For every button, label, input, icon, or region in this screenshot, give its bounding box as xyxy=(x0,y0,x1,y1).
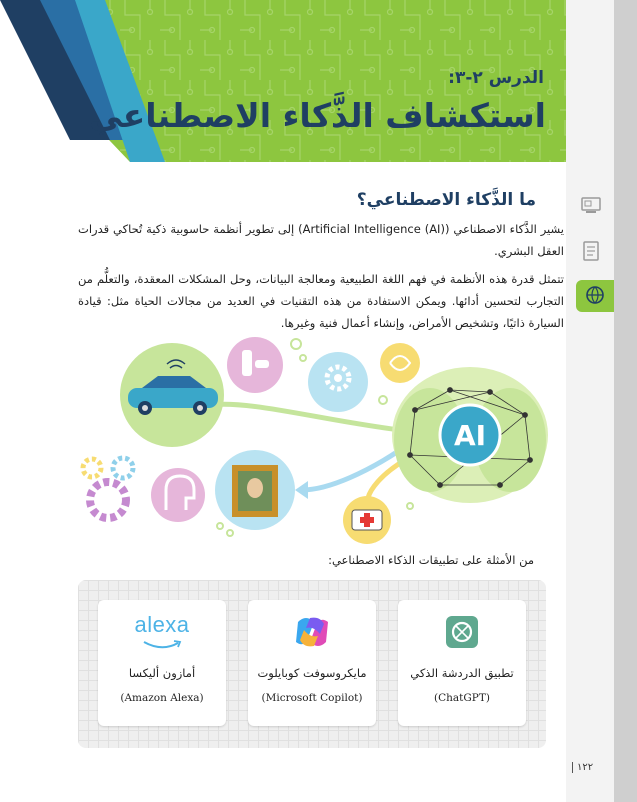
gear-icon xyxy=(90,482,126,518)
monitor-icon[interactable] xyxy=(580,195,602,217)
copilot-logo-icon xyxy=(248,612,376,652)
app-english-name: (Microsoft Copilot) xyxy=(261,692,363,704)
chatgpt-logo-icon xyxy=(398,612,526,652)
lesson-number: الدرس ٢-٣: xyxy=(448,68,544,88)
examples-panel xyxy=(78,580,546,748)
chatgpt-card xyxy=(398,600,526,726)
page-number: ١٢٢ xyxy=(572,762,593,773)
page-edge xyxy=(614,0,637,802)
app-name: أمازون أليكسا xyxy=(128,666,196,680)
section-heading: ما الذَّكاء الاصطناعي؟ xyxy=(356,190,536,210)
ai-applications-illustration xyxy=(70,330,560,545)
examples-intro: من الأمثلة على تطبيقات الذكاء الاصطناعي: xyxy=(328,553,534,567)
side-navigation xyxy=(566,0,614,802)
lesson-title: استكشاف الذَّكاء الاصطناعي xyxy=(89,96,546,135)
app-english-name: (Amazon Alexa) xyxy=(120,692,204,704)
brain-icon xyxy=(380,343,420,383)
app-english-name: (ChatGPT) xyxy=(434,692,490,704)
details-paragraph: تتمثل قدرة هذه الأنظمة في فهم اللغة الطبيعية ومعالجة البيانات، وحل المشكلات المعقدة، والتعلُّم من التجارب لتحسين أدائها. ويمكن الاستفادة من هذه التقنيات في العديد من مجالات الحياة مثل: قيادة السيارة ذاتيًا، وتشخيص الأمراض، وإنشاء أعمال فنية وغيرها. xyxy=(78,272,564,330)
amazon-smile-icon xyxy=(142,640,182,650)
globe-hand-icon xyxy=(583,284,607,308)
app-name: مايكروسوفت كوبايلوت xyxy=(257,666,367,680)
ai-label: AI xyxy=(453,419,487,452)
alexa-card xyxy=(98,600,226,726)
alexa-logo-icon: alexa xyxy=(134,612,190,637)
app-name: تطبيق الدردشة الذكي xyxy=(410,666,514,680)
sidebar-active-tab[interactable] xyxy=(576,280,614,312)
intro-paragraph: يشير الذَّكاء الاصطناعي (Artificial Intelligence (AI)) إلى تطوير أنظمة حاسوبية ذكية تُحاكي قدرات العقل البشري. xyxy=(78,222,564,258)
document-icon[interactable] xyxy=(580,240,602,262)
copilot-card xyxy=(248,600,376,726)
